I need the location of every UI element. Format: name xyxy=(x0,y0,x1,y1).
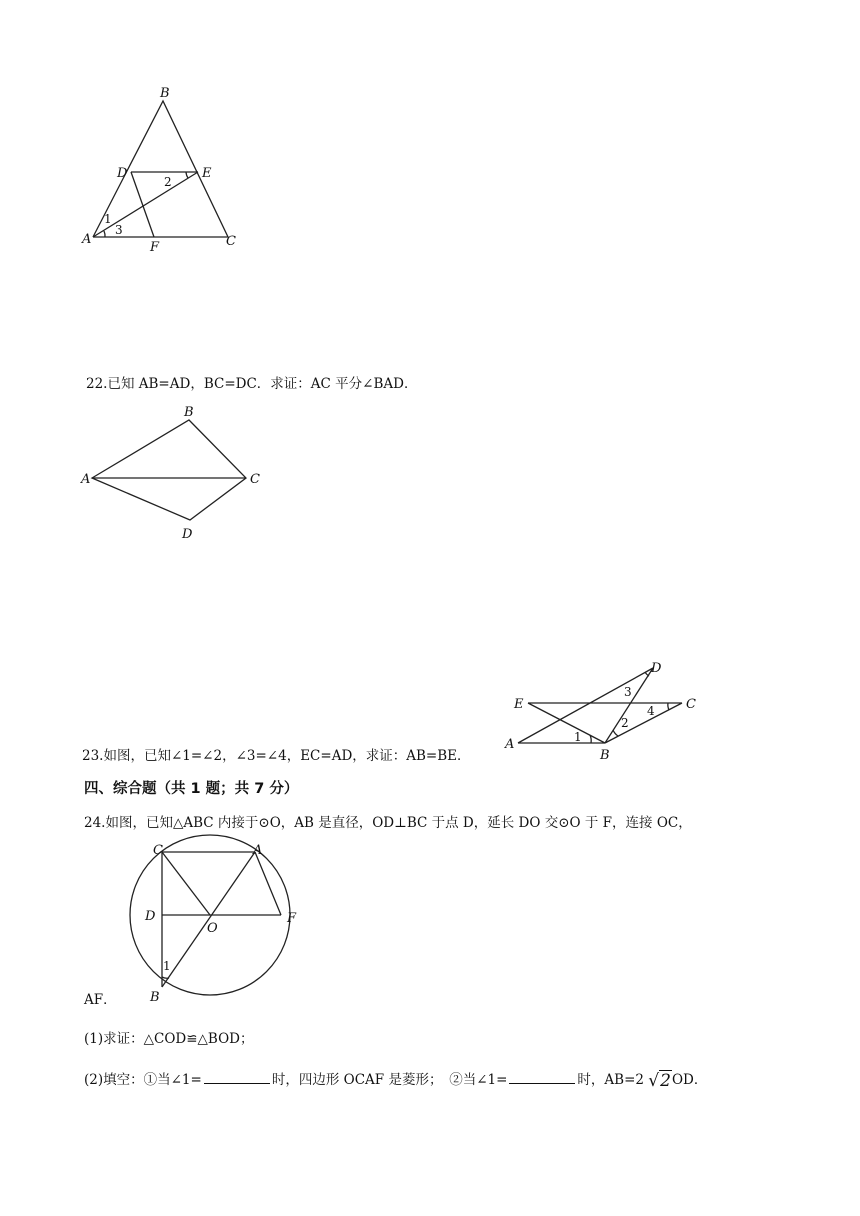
label-b: B xyxy=(150,990,160,1005)
segment-bc xyxy=(605,703,682,743)
segment-af xyxy=(255,852,281,915)
angle-arc-1 xyxy=(104,231,105,237)
angle-label-1: 1 xyxy=(104,212,112,226)
figure-kite-q22 xyxy=(78,402,278,547)
segment-eb xyxy=(528,703,605,743)
label-d: D xyxy=(145,909,156,924)
angle-arc-4 xyxy=(668,703,669,710)
angle-label-2: 2 xyxy=(164,175,172,189)
label-b: B xyxy=(160,86,170,101)
label-c: C xyxy=(686,697,696,712)
angle-label-4: 4 xyxy=(647,704,655,718)
label-o: O xyxy=(207,921,218,936)
sqrt-radicand: 2 xyxy=(660,1071,671,1091)
angle-label-3: 3 xyxy=(115,223,123,237)
figure-circle-q24 xyxy=(125,840,310,1005)
question-24-part-1: (1)求证：△COD≌△BOD； xyxy=(84,1031,254,1047)
segment-ae xyxy=(93,172,198,237)
label-c: C xyxy=(226,234,236,249)
label-e: E xyxy=(202,166,212,181)
answer-blank-2[interactable] xyxy=(509,1071,575,1084)
segment-bd xyxy=(605,668,653,743)
part-2-end: OD． xyxy=(671,1072,708,1088)
label-a: A xyxy=(505,737,515,752)
label-f: F xyxy=(150,240,160,255)
angle-arc-1 xyxy=(162,977,169,978)
question-22-text: 22.已知 AB=AD，BC=DC．求证：AC 平分∠BAD． xyxy=(86,376,418,392)
label-b: B xyxy=(184,405,194,420)
figure-triangle-q21 xyxy=(70,85,270,260)
angle-label-1: 1 xyxy=(574,730,582,744)
label-d: D xyxy=(117,166,128,181)
label-d: D xyxy=(182,527,193,542)
part-2-prefix: (2)填空：①当∠1= xyxy=(84,1072,202,1088)
part-2-middle: 时，四边形 OCAF 是菱形； ②当∠1= xyxy=(271,1072,508,1088)
angle-arc-2 xyxy=(186,172,188,178)
sqrt-expression: √2 xyxy=(648,1071,671,1091)
question-24-text-end: AF． xyxy=(84,992,117,1008)
label-a: A xyxy=(82,232,92,247)
angle-label-2: 2 xyxy=(621,716,629,730)
quadrilateral-abcd xyxy=(92,420,246,520)
section-4-heading: 四、综合题（共 1 题；共 7 分） xyxy=(84,781,299,797)
segment-co xyxy=(162,852,210,915)
question-24-part-2 xyxy=(84,1068,707,1091)
label-d: D xyxy=(651,661,662,676)
label-e: E xyxy=(514,697,524,712)
segment-df xyxy=(131,172,154,237)
question-23-text: 23.如图，已知∠1=∠2，∠3=∠4，EC=AD，求证：AB=BE． xyxy=(82,748,471,764)
answer-blank-1[interactable] xyxy=(204,1071,270,1084)
figure-q23 xyxy=(500,658,710,763)
label-f: F xyxy=(287,911,297,926)
label-c: C xyxy=(250,472,260,487)
label-a: A xyxy=(81,472,91,487)
label-b: B xyxy=(600,748,610,763)
question-24-text: 24.如图，已知△ABC 内接于⊙O，AB 是直径，OD⊥BC 于点 D，延长 DO 交⊙O 于 F，连接 OC， xyxy=(84,815,692,831)
angle-label-3: 3 xyxy=(624,685,632,699)
angle-arc-1 xyxy=(590,735,591,743)
part-2-suffix: 时，AB=2 xyxy=(577,1072,644,1088)
segment-ab-diameter xyxy=(162,852,255,987)
label-a: A xyxy=(253,843,263,858)
angle-label-1: 1 xyxy=(163,959,171,973)
segment-ad xyxy=(518,668,653,743)
label-c: C xyxy=(153,843,163,858)
angle-arc-2 xyxy=(613,730,618,736)
